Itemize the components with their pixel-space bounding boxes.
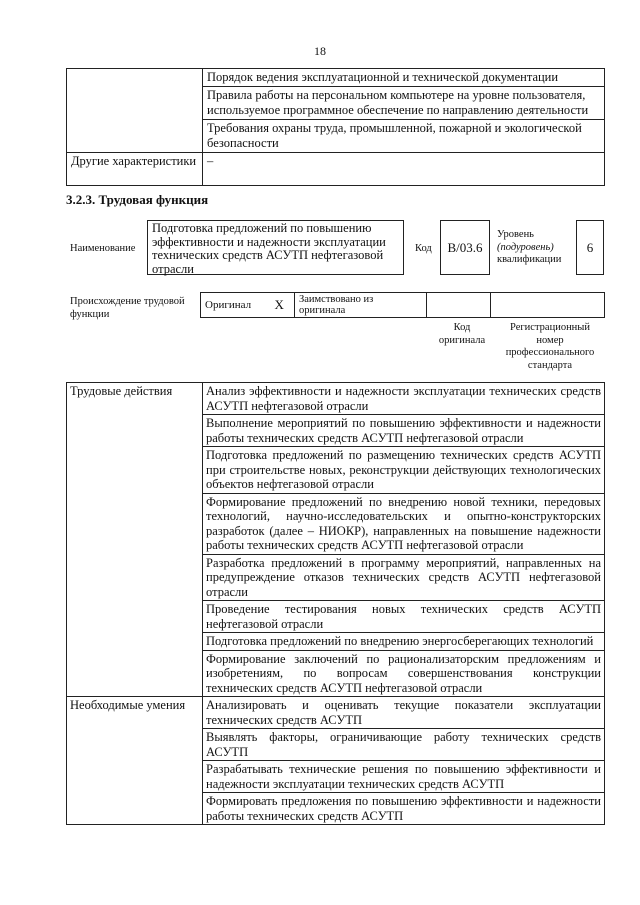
origin-table <box>200 292 605 318</box>
registration-number-caption: Регистрационный номер профессионального стандарта <box>505 322 595 371</box>
knowledge-item: Правила работы на персональном компьютере на уровне пользователя, используемое программное обеспечение по направлению деятельности <box>203 87 605 120</box>
labor-action-item: Анализ эффективности и надежности эксплуатации технических средств АСУТП нефтегазовой отрасли <box>203 383 605 415</box>
table-row <box>67 383 605 415</box>
function-name-box <box>147 220 404 275</box>
table-row <box>67 120 605 153</box>
skill-item: Выявлять факторы, ограничивающие работу технических средств АСУТП <box>203 729 605 761</box>
skill-item: Формировать предложения по повышению эффективности и надежности работы технических средств АСУТП <box>203 793 605 825</box>
section-title: 3.2.3. Трудовая функция <box>66 192 209 207</box>
level-label-line: квалификации <box>497 254 562 265</box>
labor-action-item: Подготовка предложений по внедрению энергосберегающих технологий <box>203 633 605 651</box>
qualification-level-label <box>497 229 577 267</box>
row-label <box>67 69 203 87</box>
labor-action-item: Формирование заключений по рационализаторским предложениям и изобретениям, по вопросам совершенствования конструкции технических средств АСУТП нефтегазовой отрасли <box>203 650 605 697</box>
original-mark: X <box>265 293 295 318</box>
level-label-line: Уровень <box>497 229 534 240</box>
borrowed-label: Заимствовано из оригинала <box>295 293 427 318</box>
top-continuation-table <box>66 68 605 186</box>
page-number: 18 <box>314 44 326 58</box>
level-label-line: (подуровень) <box>497 241 554 253</box>
knowledge-item: Требования охраны труда, промышленной, пожарной и экологической безопасности <box>203 120 605 153</box>
function-name-value: Подготовка предложений по повышению эффективности и надежности эксплуатации технических средств АСУТП нефтегазовой отрасли <box>152 221 386 276</box>
original-code-cell <box>427 293 491 318</box>
skill-item: Анализировать и оценивать текущие показатели эксплуатации технических средств АСУТП <box>203 697 605 729</box>
code-label: Код <box>415 243 432 254</box>
registration-number-cell <box>491 293 605 318</box>
name-label: Наименование <box>70 243 136 254</box>
code-box <box>440 220 490 275</box>
row-label: Другие характеристики <box>67 153 203 186</box>
code-value: B/03.6 <box>447 239 483 255</box>
table-row <box>67 87 605 120</box>
level-value: 6 <box>586 239 594 255</box>
actions-table <box>66 382 605 825</box>
row-label <box>67 120 203 153</box>
original-label: Оригинал <box>201 293 265 318</box>
origin-label: Происхождение трудовой функции <box>70 296 185 320</box>
labor-action-item: Проведение тестирования новых технических средств АСУТП нефтегазовой отрасли <box>203 601 605 633</box>
labor-action-item: Разработка предложений в программу мероприятий, направленных на предупреждение отказов технических средств АСУТП нефтегазовой отрасли <box>203 554 605 601</box>
row-label <box>67 87 203 120</box>
qualification-level-box <box>576 220 604 275</box>
table-row <box>67 697 605 729</box>
table-row <box>201 293 605 318</box>
labor-action-item: Формирование предложений по внедрению новой техники, передовых технологий, научно-исследовательских и опытно-конструкторских разработок (далее – НИОКР), направленных на повышение надежности работы технических средств АСУТП нефтегазовой отрасли <box>203 493 605 554</box>
skill-item: Разрабатывать технические решения по повышению эффективности и надежности эксплуатации технических средств АСУТП <box>203 761 605 793</box>
original-code-caption: Код оригинала <box>438 322 486 346</box>
table-row <box>67 153 605 186</box>
table-row <box>67 69 605 87</box>
labor-actions-label: Трудовые действия <box>67 383 203 697</box>
other-characteristics-value: – <box>203 153 605 186</box>
skills-label: Необходимые умения <box>67 697 203 825</box>
labor-action-item: Выполнение мероприятий по повышению эффективности и надежности работы технических средств АСУТП нефтегазовой отрасли <box>203 415 605 447</box>
knowledge-item: Порядок ведения эксплуатационной и технической документации <box>203 69 605 87</box>
labor-action-item: Подготовка предложений по размещению технических средств АСУТП при строительстве новых, реконструкции действующих технологических объектов нефтегазовой отрасли <box>203 447 605 494</box>
